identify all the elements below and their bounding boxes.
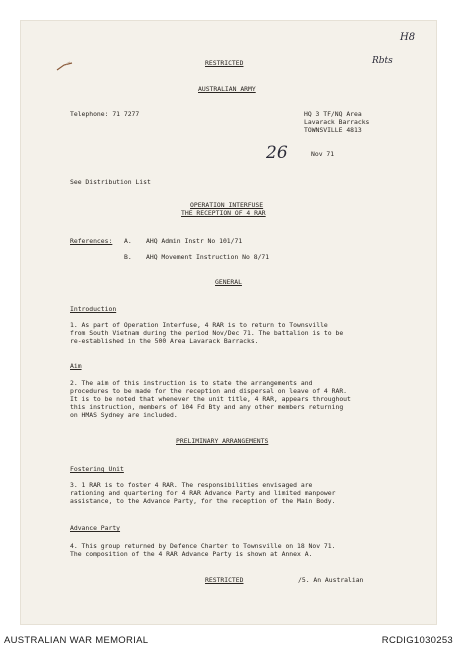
classification-top: RESTRICTED [205, 59, 244, 67]
introduction-line-3: re-established in the 500 Area Lavarack Barracks. [70, 337, 259, 345]
document-page [20, 20, 437, 625]
fostering-unit-heading: Fostering Unit [70, 465, 124, 473]
reference-b-text: AHQ Movement Instruction No 8/71 [146, 253, 270, 261]
reference-a-letter: A. [124, 237, 132, 245]
advance-line-2: The composition of the 4 RAR Advance Party is shown at Annex A. [70, 550, 313, 558]
section-general-heading: GENERAL [215, 278, 242, 286]
date-month-year: Nov 71 [311, 150, 335, 158]
introduction-line-1: 1. As part of Operation Interfuse, 4 RAR is to return to Townsville [70, 321, 328, 329]
aim-line-4: this instruction, members of 104 Fd Bty and any other members returning [70, 403, 344, 411]
advance-line-1: 4. This group returned by Defence Charter to Townsville on 18 Nov 71. [70, 542, 336, 550]
footer-source: AUSTRALIAN WAR MEMORIAL [4, 635, 149, 646]
organisation-heading: AUSTRALIAN ARMY [198, 85, 256, 93]
aim-line-5: on HMAS Sydney are included. [70, 411, 178, 419]
aim-line-1: 2. The aim of this instruction is to state the arrangements and [70, 379, 313, 387]
introduction-line-2: from South Vietnam during the period Nov/Dec 71. The battalion is to be [70, 329, 344, 337]
section-preliminary-heading: PRELIMINARY ARRANGEMENTS [176, 437, 269, 445]
reception-subtitle: THE RECEPTION OF 4 RAR [181, 209, 266, 217]
classification-bottom: RESTRICTED [205, 576, 244, 584]
aim-line-2: procedures to be made for the reception and dispersal on leave of 4 RAR. [70, 387, 348, 395]
address-line-3: TOWNSVILLE 4813 [304, 126, 362, 134]
handwritten-folio-number: H8 [400, 32, 416, 43]
address-line-2: Lavarack Barracks [304, 118, 370, 126]
fostering-line-3: assistance, to the Advance Party, for the reception of the Main Body. [70, 497, 336, 505]
handwritten-day: 26 [266, 143, 288, 163]
distribution-line: See Distribution List [70, 178, 151, 186]
handwritten-initials: Rbts [372, 56, 393, 66]
reference-a-text: AHQ Admin Instr No 101/71 [146, 237, 243, 245]
staple-mark-icon [56, 61, 74, 71]
footer-item-id: RCDIG1030253 [381, 635, 453, 646]
references-label: References: [70, 237, 113, 245]
introduction-heading: Introduction [70, 305, 117, 313]
aim-heading: Aim [70, 362, 82, 370]
aim-line-3: It is to be noted that whenever the unit title, 4 RAR, appears throughout [70, 395, 351, 403]
address-line-1: HQ 3 TF/NQ Area [304, 110, 362, 118]
reference-b-letter: B. [124, 253, 132, 261]
advance-party-heading: Advance Party [70, 524, 121, 532]
fostering-line-2: rationing and quartering for 4 RAR Advance Party and limited manpower [70, 489, 336, 497]
fostering-line-1: 3. 1 RAR is to foster 4 RAR. The responsibilities envisaged are [70, 481, 313, 489]
operation-title: OPERATION INTERFUSE [190, 201, 264, 209]
continuation-catchword: /5. An Australian [298, 576, 364, 584]
telephone-line: Telephone: 71 7277 [70, 110, 140, 118]
